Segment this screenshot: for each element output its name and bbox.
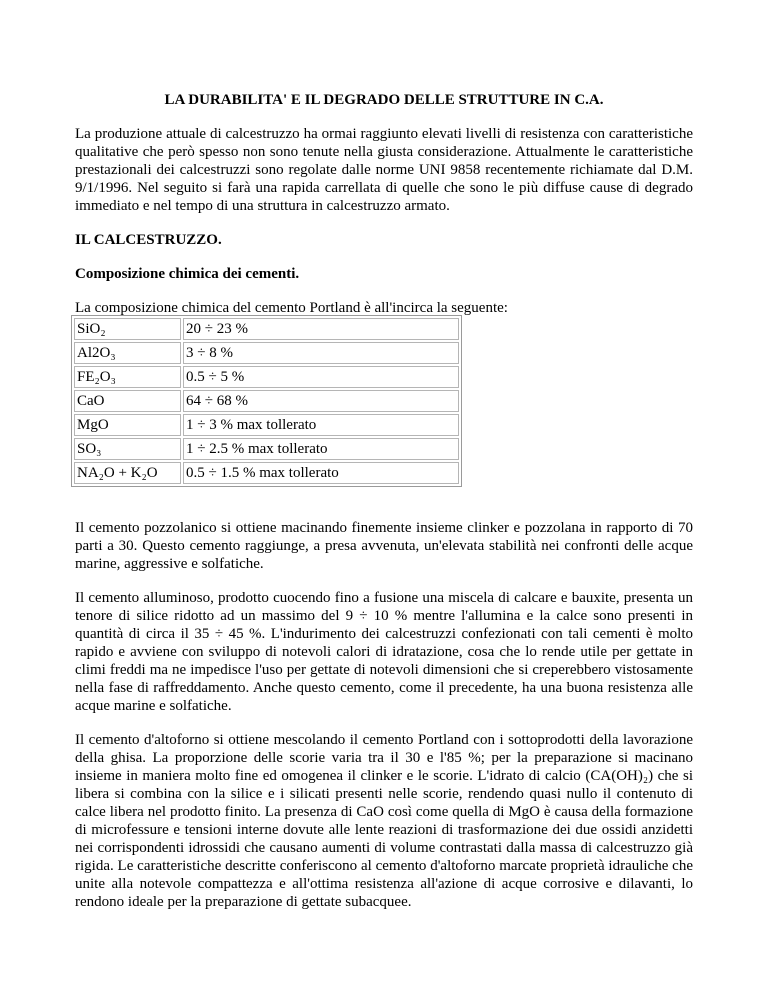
table-row (74, 342, 459, 364)
section-heading: IL CALCESTRUZZO. (75, 232, 222, 248)
table-row (74, 318, 459, 340)
table-row (74, 366, 459, 388)
range-cell: 20 ÷ 23 % (183, 318, 459, 340)
compound-cell: NA₂O + K₂O (74, 462, 181, 484)
document-body (75, 91, 693, 911)
range-cell: 0.5 ÷ 5 % (183, 366, 459, 388)
table-row (74, 390, 459, 412)
table-row (74, 414, 459, 436)
range-cell: 0.5 ÷ 1.5 % max tollerato (183, 462, 459, 484)
subheading: Composizione chimica dei cementi. (75, 266, 300, 282)
compound-cell: SiO₂ (74, 318, 181, 340)
range-cell: 64 ÷ 68 % (183, 390, 459, 412)
compound-cell: CaO (74, 390, 181, 412)
range-cell: 3 ÷ 8 % (183, 342, 459, 364)
document-title: LA DURABILITA' E IL DEGRADO DELLE STRUTTURE IN C.A. (164, 92, 604, 108)
range-cell: 1 ÷ 3 % max tollerato (183, 414, 459, 436)
table-intro: La composizione chimica del cemento Portland è all'incirca la seguente: (75, 300, 508, 316)
compound-cell: MgO (74, 414, 181, 436)
pozzolanic-cement-paragraph: Il cemento pozzolanico si ottiene macinando finemente insieme clinker e pozzolana in rapporto di 70 parti a 30. Questo cemento raggiunge, a presa avvenuta, un'elevata stabilità nei confronti delle acque marine, aggressive e solfatiche. (75, 520, 693, 572)
range-cell: 1 ÷ 2.5 % max tollerato (183, 438, 459, 460)
aluminous-cement-paragraph: Il cemento alluminoso, prodotto cuocendo fino a fusione una miscela di calcare e bauxite, presenta un tenore di silice ridotto ad un massimo del 9 ÷ 10 % mentre l'allumina e la calce sono presenti in quantità di circa il 35 ÷ 45 %. L'indurimento dei calcestruzzi confezionati con tali cementi è molto rapido e avviene con sviluppo di notevoli calori di idratazione, cosa che lo rende utile per gettate in climi freddi ma ne impedisce l'uso per gettate di notevoli dimensioni che si creperebbero vistosamente nella fase di raffreddamento. Anche questo cemento, come il precedente, ha una buona resistenza alle acque marine e solfatiche. (75, 590, 693, 714)
composition-table (71, 315, 462, 487)
compound-cell: SO₃ (74, 438, 181, 460)
intro-paragraph: La produzione attuale di calcestruzzo ha ormai raggiunto elevati livelli di resistenza con caratteristiche qualitative che però spesso non sono tenute nella giusta considerazione. Attualmente le caratteristiche prestazionali dei calcestruzzi sono regolate dalle norme UNI 9858 recentemente richiamate dal D.M. 9/1/1996. Nel seguito si farà una rapida carrellata di quelle che sono le più diffuse cause di degrado immediato e nel tempo di una struttura in calcestruzzo armato. (75, 126, 693, 214)
compound-cell: FE₂O₃ (74, 366, 181, 388)
table-row (74, 438, 459, 460)
compound-cell: Al2O₃ (74, 342, 181, 364)
blast-furnace-cement-paragraph: Il cemento d'altoforno si ottiene mescolando il cemento Portland con i sottoprodotti della lavorazione della ghisa. La proporzione delle scorie varia tra il 30 e l'85 %; per la preparazione si macinano insieme in maniera molto fine ed omogenea il clinker e le scorie. L'idrato di calcio (CA(OH)₂) che si libera si combina con la silice e i silicati presenti nelle scorie, rendendo quasi nullo il contenuto di calce libera nel prodotto finito. La presenza di CaO così come quella di MgO è causa della formazione di microfessure e tensioni interne dovute alle lente reazioni di trasformazione dei due ossidi anzidetti nei corrispondenti idrossidi che causano aumenti di volume contrastati dalla massa di calcestruzzo già rigida. Le caratteristiche descritte conferiscono al cemento d'altoforno marcate proprietà idrauliche che unite alla notevole compattezza e all'ottima resistenza all'azione di acque corrosive e dilavanti, lo rendono ideale per la preparazione di gettate subacquee. (75, 732, 693, 910)
table-row (74, 462, 459, 484)
